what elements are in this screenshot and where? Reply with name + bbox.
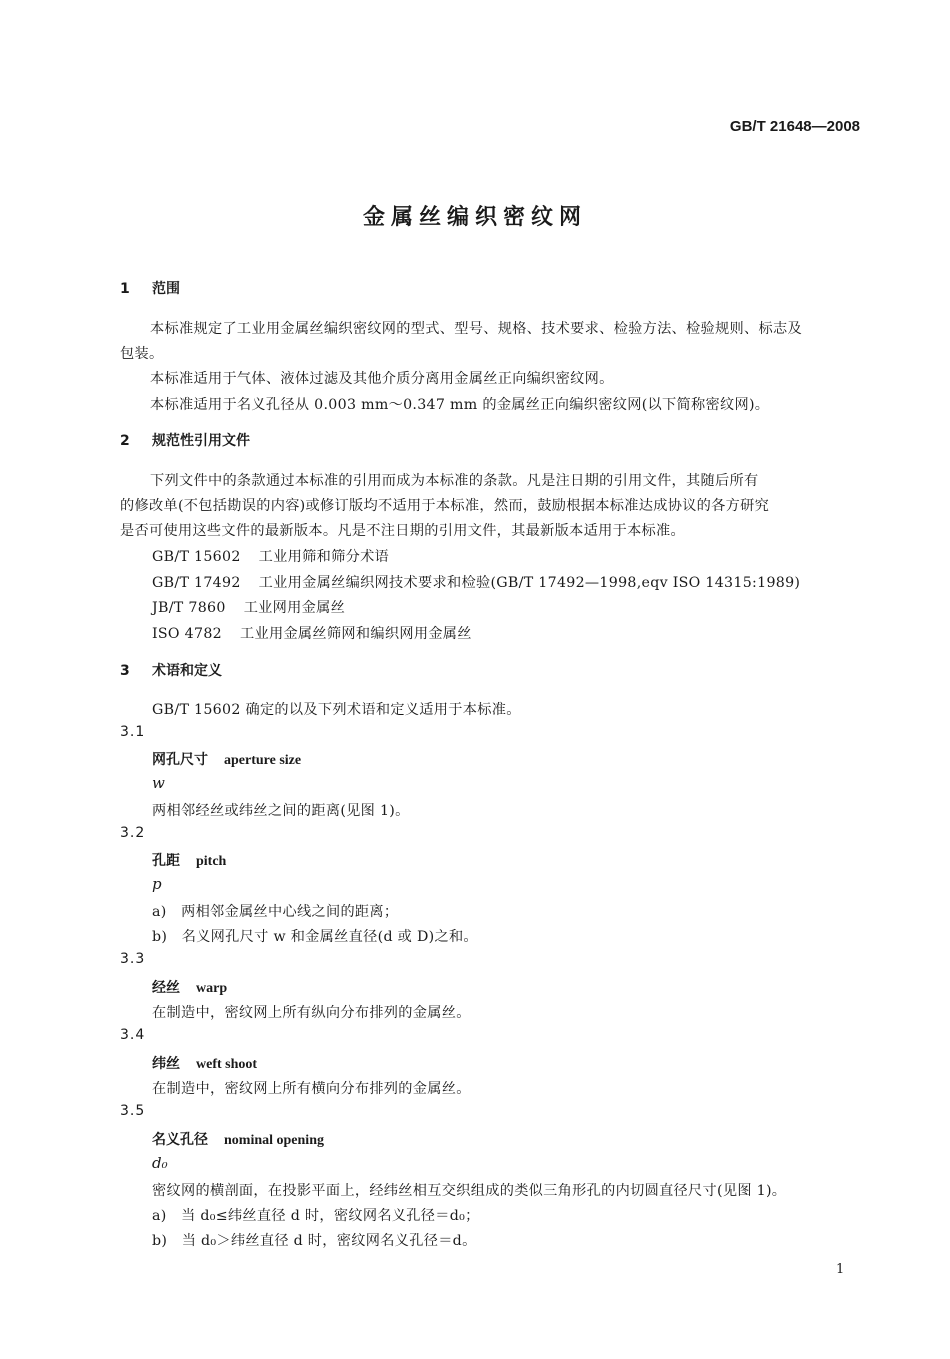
reference-code: ISO 4782: [152, 626, 222, 642]
term-definition: 密纹网的横剖面，在投影平面上，经纬丝相互交织组成的类似三角形孔的内切圆直径尺寸(见图 1)。: [152, 1183, 787, 1199]
term-definition: 在制造中，密纹网上所有纵向分布排列的金属丝。: [152, 1005, 471, 1021]
reference-title: 工业用金属丝编织网技术要求和检验(GB/T 17492—1998,eqv ISO 14315:1989): [258, 575, 801, 591]
term-zh: 经丝: [152, 980, 180, 996]
reference-code: JB/T 7860: [152, 600, 226, 616]
section-2-heading: [120, 430, 250, 450]
term-definition: 在制造中，密纹网上所有横向分布排列的金属丝。: [152, 1081, 471, 1097]
term-en: warp: [196, 981, 228, 996]
reference-title: 工业用筛和筛分术语: [258, 549, 390, 565]
term-symbol: d₀: [152, 1154, 168, 1172]
list-item: b) 名义网孔尺寸 w 和金属丝直径(d 或 D)之和。: [152, 929, 478, 945]
section-title: 范围: [152, 281, 180, 297]
reference-item: [152, 597, 345, 617]
clause-number: 3.3: [120, 951, 146, 967]
section-title: 规范性引用文件: [152, 433, 250, 449]
paragraph: GB/T 15602 确定的以及下列术语和定义适用于本标准。: [152, 702, 521, 718]
term-definition: 两相邻经丝或纬丝之间的距离(见图 1)。: [152, 803, 410, 819]
reference-item: [152, 546, 389, 566]
clause-number: 3.2: [120, 825, 146, 841]
page-number: 1: [836, 1262, 845, 1277]
term-entry: [152, 1129, 324, 1149]
clause-number: 3.1: [120, 724, 146, 740]
paragraph: 本标准适用于气体、液体过滤及其他介质分离用金属丝正向编织密纹网。: [150, 371, 614, 387]
reference-title: 工业网用金属丝: [243, 600, 346, 616]
section-number: 3: [120, 663, 130, 679]
standard-code: GB/T 21648—2008: [729, 118, 860, 135]
term-zh: 网孔尺寸: [152, 752, 208, 768]
section-title: 术语和定义: [152, 663, 222, 679]
reference-item: [152, 623, 472, 643]
term-entry: [152, 1053, 257, 1073]
list-item: a) 当 d₀≤纬丝直径 d 时，密纹网名义孔径＝d₀；: [152, 1208, 480, 1224]
term-entry: [152, 850, 226, 870]
paragraph: 本标准适用于名义孔径从 0.003 mm～0.347 mm 的金属丝正向编织密纹网(以下简称密纹网)。: [150, 397, 770, 413]
term-zh: 纬丝: [152, 1056, 180, 1072]
reference-item: [152, 572, 800, 592]
term-symbol: p: [152, 875, 162, 893]
paragraph: 本标准规定了工业用金属丝编织密纹网的型式、型号、规格、技术要求、检验方法、检验规则、标志及: [150, 321, 802, 337]
term-symbol: w: [152, 774, 165, 792]
term-zh: 名义孔径: [152, 1132, 208, 1148]
term-zh: 孔距: [152, 853, 180, 869]
list-item: b) 当 d₀＞纬丝直径 d 时，密纹网名义孔径＝d。: [152, 1233, 477, 1249]
list-item: a) 两相邻金属丝中心线之间的距离；: [152, 904, 399, 920]
paragraph: 下列文件中的条款通过本标准的引用而成为本标准的条款。凡是注日期的引用文件，其随后所有: [150, 473, 759, 489]
section-1-heading: [120, 278, 180, 298]
reference-code: GB/T 17492: [152, 575, 241, 591]
paragraph: 的修改单(不包括勘误的内容)或修订版均不适用于本标准，然而，鼓励根据本标准达成协议的各方研究: [120, 498, 770, 514]
paragraph: 是否可使用这些文件的最新版本。凡是不注日期的引用文件，其最新版本适用于本标准。: [120, 523, 686, 539]
term-en: nominal opening: [224, 1133, 324, 1148]
clause-number: 3.5: [120, 1103, 146, 1119]
term-en: aperture size: [224, 753, 302, 768]
section-3-heading: [120, 660, 222, 680]
section-number: 1: [120, 281, 130, 297]
term-en: weft shoot: [196, 1057, 258, 1072]
paragraph: 包装。: [120, 346, 164, 362]
term-entry: [152, 977, 227, 997]
reference-code: GB/T 15602: [152, 549, 241, 565]
term-entry: [152, 749, 301, 769]
term-en: pitch: [196, 854, 227, 869]
section-number: 2: [120, 433, 130, 449]
reference-title: 工业用金属丝筛网和编织网用金属丝: [239, 626, 472, 642]
clause-number: 3.4: [120, 1027, 146, 1043]
document-title: 金属丝编织密纹网: [362, 205, 587, 230]
